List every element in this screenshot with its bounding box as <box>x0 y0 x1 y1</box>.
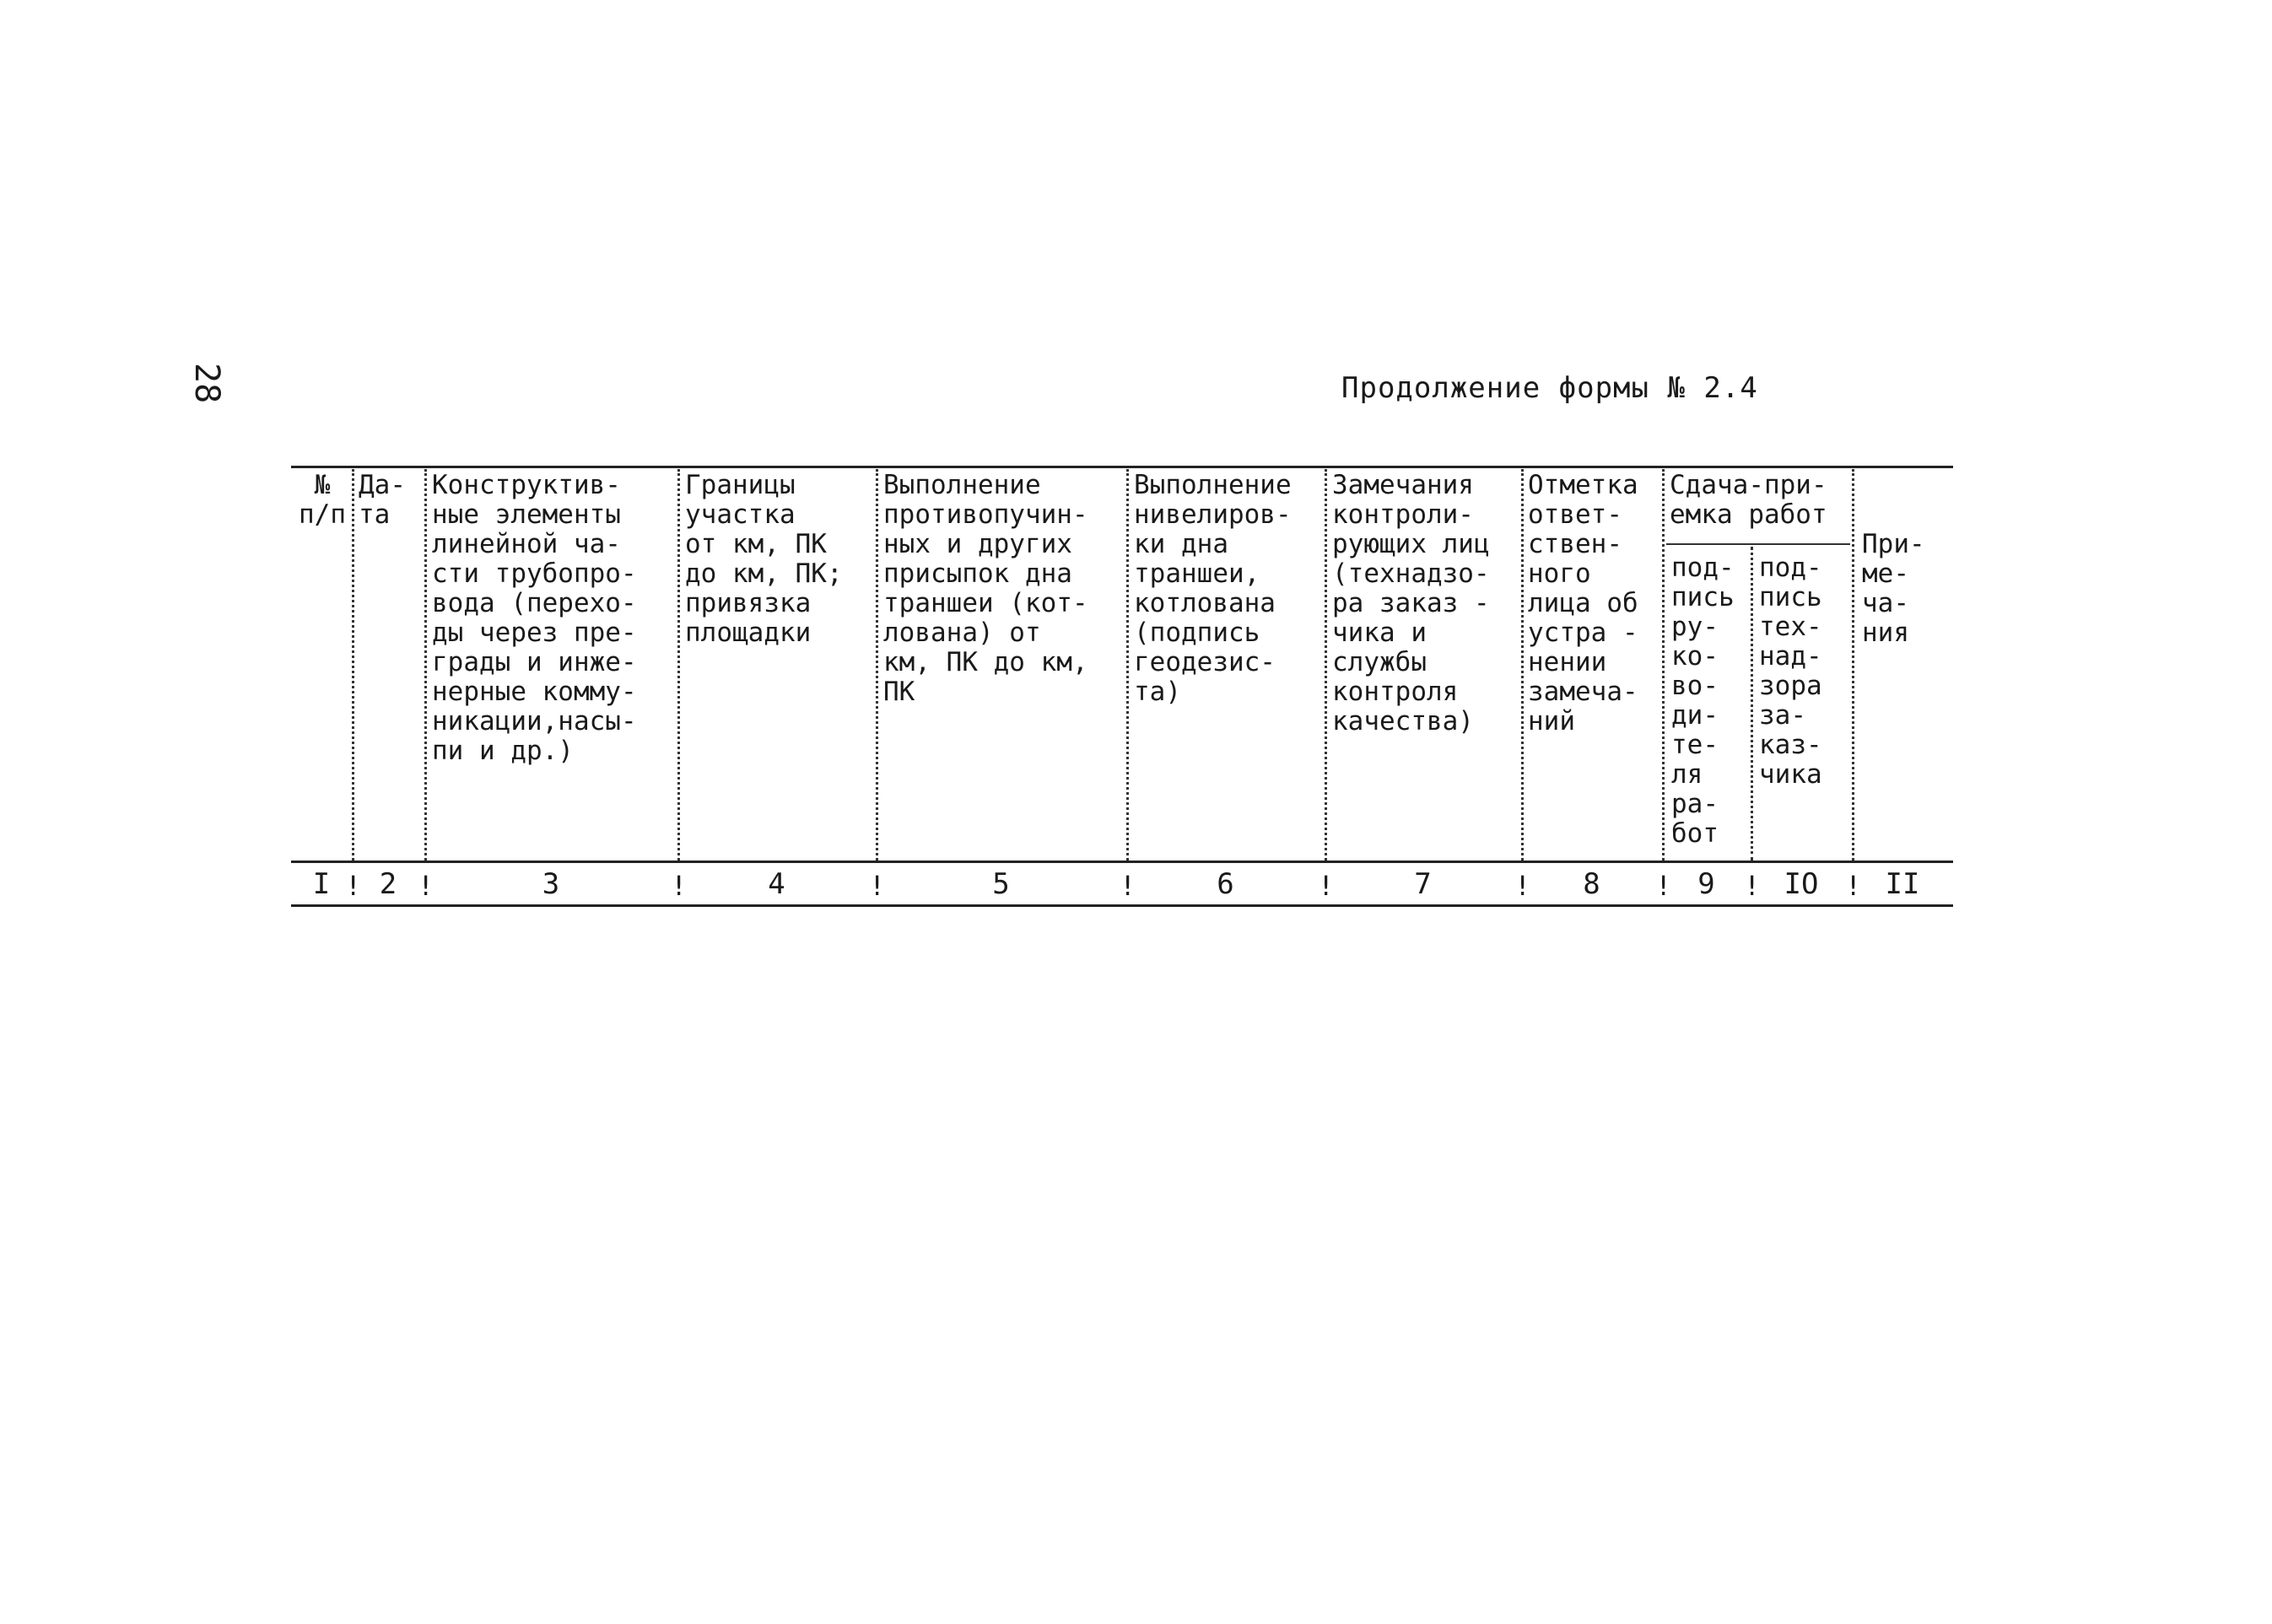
separator-mark: ! <box>1655 870 1672 902</box>
column-separator <box>1751 547 1753 861</box>
column-number: I <box>312 867 331 901</box>
column-separator <box>424 469 427 861</box>
header-backfill: Выполнение противопучин- ных и других присыпок дна траншеи (кот- лована) от км, ПК до км, ПК <box>883 470 1088 707</box>
header-elimination-mark: Отметка ответ- ствен- ного лица об устра - нении замеча- ний <box>1528 470 1638 736</box>
column-number: 4 <box>768 867 785 901</box>
column-number: 2 <box>379 867 397 901</box>
column-separator <box>1325 469 1327 861</box>
column-number: IO <box>1784 867 1819 901</box>
column-separator <box>1521 469 1524 861</box>
column-number: 7 <box>1414 867 1432 901</box>
column-number: 6 <box>1217 867 1234 901</box>
header-remarks: Замечания контроли- рующих лиц (технадзо- ра заказ - чика и службы контроля качества) <box>1332 470 1490 736</box>
column-number: 3 <box>542 867 560 901</box>
separator-mark: ! <box>671 870 688 902</box>
subheader-rule <box>1666 543 1850 545</box>
column-separator <box>876 469 878 861</box>
separator-mark: ! <box>1318 870 1335 902</box>
column-number: 9 <box>1697 867 1715 901</box>
header-handover-acceptance: Сдача-при- емка работ <box>1670 470 1827 530</box>
header-row-number: № п/п <box>299 470 346 530</box>
table-bottom-rule <box>291 904 1953 907</box>
header-bottom-rule <box>291 861 1953 863</box>
header-manager-signature: под- пись ру- ко- во- ди- те- ля ра- бот <box>1671 553 1735 849</box>
column-separator <box>352 469 354 861</box>
column-separator <box>677 469 680 861</box>
column-number: 8 <box>1583 867 1600 901</box>
header-notes: При- ме- ча- ния <box>1862 529 1925 648</box>
separator-mark: ! <box>869 870 886 902</box>
header-section-boundaries: Границы участка от км, ПК до км, ПК; привязка площадки <box>685 470 843 648</box>
column-separator <box>1126 469 1129 861</box>
header-structural-elements: Конструктив- ные элементы линейной ча- сти трубопро- вода (перехо- ды через пре- грады и инже- нерные комму- никации,насы- пи и др.) <box>432 470 637 766</box>
table-top-rule <box>291 466 1953 468</box>
page-number: 28 <box>187 363 226 404</box>
separator-mark: ! <box>418 870 434 902</box>
column-separator <box>1852 469 1854 861</box>
column-separator <box>1662 469 1665 861</box>
separator-mark: ! <box>1845 870 1862 902</box>
column-number: II <box>1885 867 1920 901</box>
separator-mark: ! <box>1120 870 1136 902</box>
header-levelling: Выполнение нивелиров- ки дна траншеи, котлована (подпись геодезис- та) <box>1134 470 1292 707</box>
separator-mark: ! <box>345 870 362 902</box>
separator-mark: ! <box>1514 870 1531 902</box>
separator-mark: ! <box>1744 870 1761 902</box>
header-date: Да- та <box>359 470 406 530</box>
header-supervision-signature: под- пись тех- над- зора за- каз- чика <box>1759 553 1822 790</box>
column-number: 5 <box>992 867 1010 901</box>
form-title: Продолжение формы № 2.4 <box>1341 371 1758 405</box>
